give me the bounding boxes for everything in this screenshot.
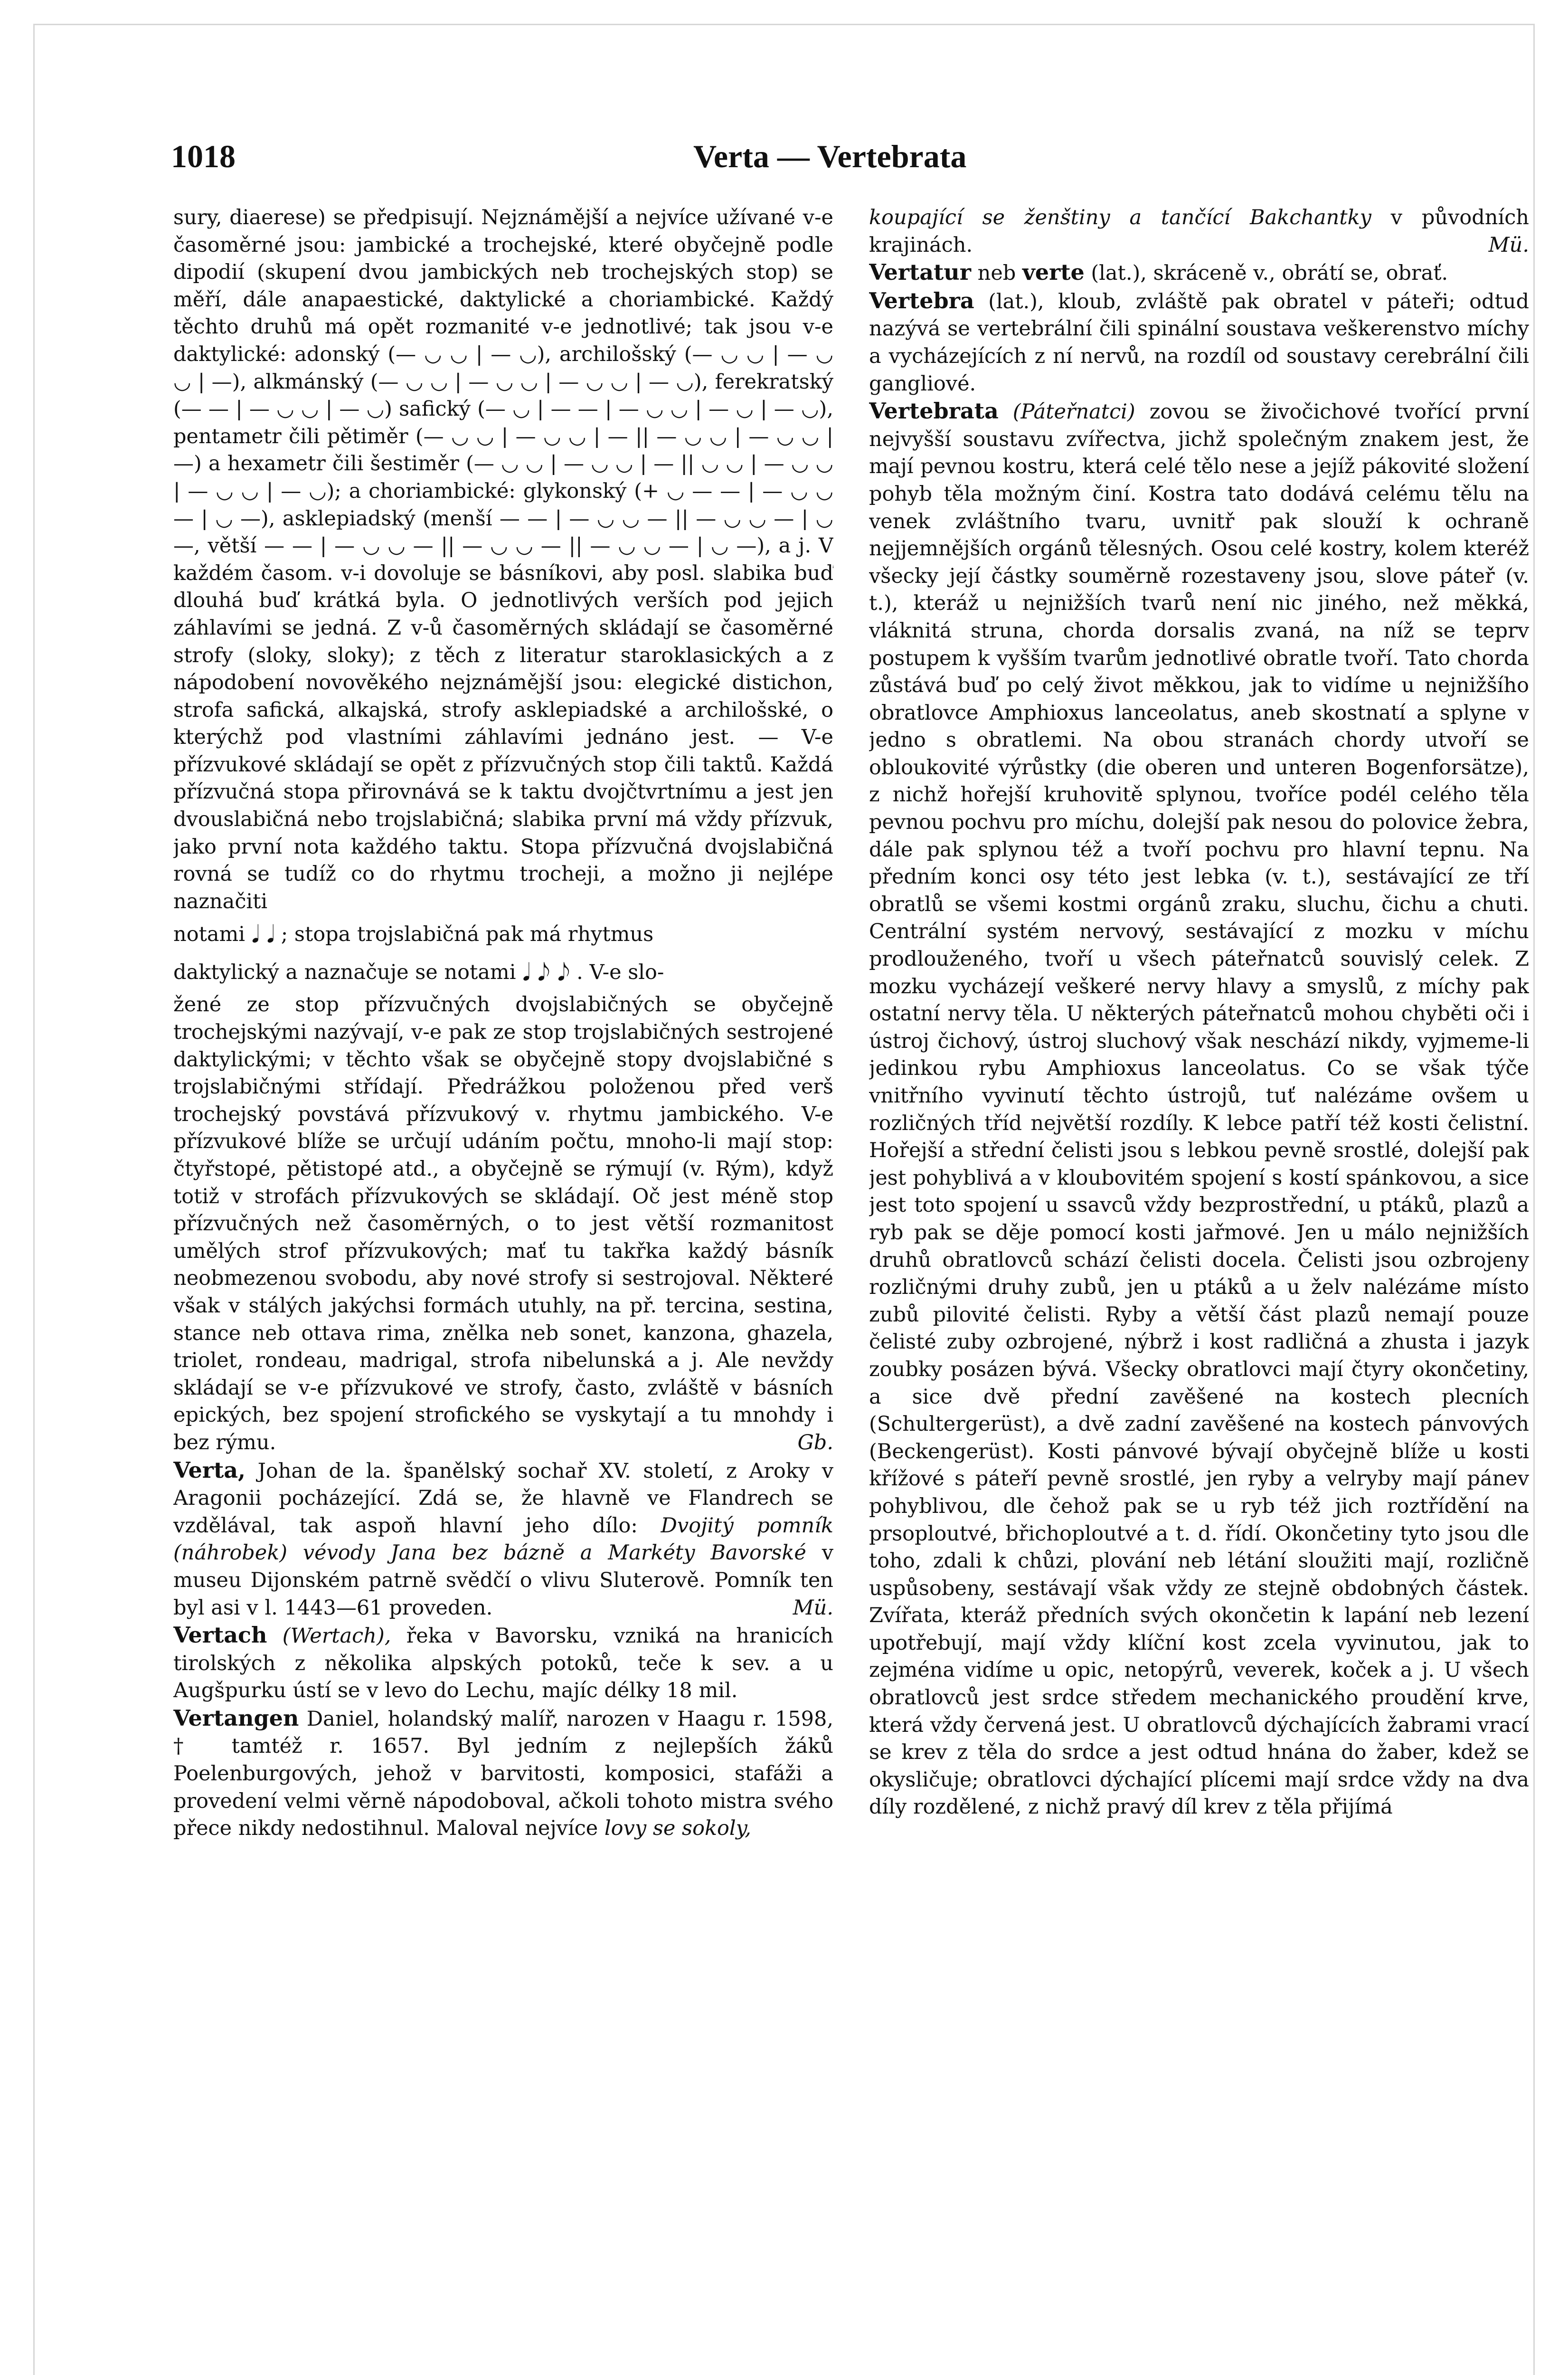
page-header	[171, 138, 1529, 180]
entry-italic-title: Dvojitý pomník (náhrobek) vévody Jana bez bázně a Markéty Bavorské	[173, 1513, 833, 1565]
music-notes-icon: 𝅘𝅥 𝅘𝅥𝅮 𝅘𝅥𝅮	[522, 958, 570, 986]
entry-lemma: Vertebrata	[869, 398, 999, 424]
entry-text: neb	[977, 261, 1016, 285]
author-initials: Gb.	[797, 1430, 833, 1454]
notes-text-after: ; stopa trojslabičná pak má rhytmus	[281, 922, 654, 946]
entry-lemma: Vertach	[173, 1622, 267, 1648]
entry-lemma: Verta,	[173, 1457, 246, 1483]
notes-line-dactyl	[173, 953, 833, 991]
entry-italic: (Páteřnatci)	[1012, 400, 1135, 424]
verse-continuation-text: sury, diaerese) se předpisují. Nejznámější a nejvíce užívané v-e časoměrné jsou: jambické a trochejské, které obyčejně podle dipodií (skupení dvou jambických neb trochejských stop) se měří, dále anapaestické, daktylické a choriambické. Každý těchto druhů má opět rozmanité v-e jednotlivé; tak jsou v-e daktylické: adonský (— ◡ ◡ | — ◡), archilošský (— ◡ ◡ | — ◡ ◡ | —), alkmánský (— ◡ ◡ | — ◡ ◡ | — ◡ ◡ | — ◡), ferekratský (— — | — ◡ ◡ | — ◡) safický (— ◡ | — — | — ◡ ◡ | — ◡ | — ◡), pentametr čili pětiměr (— ◡ ◡ | — ◡ ◡ | — || — ◡ ◡ | — ◡ ◡ | —) a hexametr čili šestiměr (— ◡ ◡ | — ◡ ◡ | — || ◡ ◡ | — ◡ ◡ | — ◡ ◡ | — ◡); a choriambické: glykonský (+ ◡ — — | — ◡ ◡ — | ◡ —), asklepiadský (menší — — | — ◡ ◡ — || — ◡ ◡ — | ◡ —, větší — — | — ◡ ◡ — || — ◡ ◡ — || — ◡ ◡ — | ◡ —), a j. V každém časom. v-i dovoluje se básníkovi, aby posl. slabika buď dlouhá buď krátká byla. O jednotlivých verších pod jejich záhlavími se jedná. Z v-ů časoměrných skládají se časoměrné strofy (sloky, sloky); z těch z literatur staroklasických a z nápodobení novověkého nejznámější jsou: elegické distichon, strofa safická, alkajská, strofy asklepiadské a archilošské, o kterýchž pod vlastními záhlavími jednáno jest. — V-e přízvukové skládají se opět z přízvučných stop čili taktů. Každá přízvučná stopa přirovnává se k taktu dvojčtvrtnímu a jest jen dvouslabičná nebo trojslabičná; slabika první má vždy přízvuk, jako první nota každého taktu. Stopa přízvučná dvojslabičná rovná se tudíž co do rhytmu trocheji, a možno ji nejlépe naznačiti	[173, 206, 833, 913]
entry-text: v museu Dijonském patrně svědčí o vlivu Sluterově. Pomník ten byl asi v l. 1443—61 proveden.	[173, 1541, 833, 1620]
entry-vertatur	[869, 259, 1529, 287]
verse-rest-text: žené ze stop přízvučných dvojslabičných se obyčejně trochejskými nazývají, v-e pak ze stop trojslabičných sestrojené daktylickými; v těchto však se obyčejně stopy dvojslabičné s trojslabičnými střídají. Předrážkou položenou před verš trochejský povstává přízvukový v. rhytmu jambického. V-e přízvukové blíže se určují udáním počtu, mnoho-li mají stop: čtyřstopé, pětistopé atd., a obyčejně se rýmují (v. Rým), když totiž v strofách přízvukových se skládají. Oč jest méně stop přízvučných než časoměrných, o to jest větší rozmanitost umělých strof přízvukových; mať tu takřka každý básník neobmezenou svobodu, aby nové strofy si sestrojoval. Některé však v stálých jakýchsi formách utuhly, na př. tercina, sestina, stance neb ottava rima, znělka neb sonet, kanzona, ghazela, triolet, rondeau, madrigal, strofa nibelunská a j. Ale nevždy skládají se v-e přízvukové ve strofy, často, zvláště v básních epických, bez spojení strofického se vyskytají a tu mnohdy i bez rýmu.	[173, 993, 833, 1454]
entry-text: Johan de la. španělský sochař XV. století, z Aroky v Aragonii pocházející. Zdá se, že hlavně ve Flandrech se vzdělával, tak aspoň hlavní jeho dílo:	[173, 1459, 833, 1538]
entry-italic: (Wertach),	[282, 1624, 391, 1648]
author-initials: Mü.	[1488, 233, 1529, 257]
entry-italic: lovy se sokoly,	[604, 1816, 751, 1841]
entry-lemma: Vertebra	[869, 287, 974, 314]
left-column	[173, 204, 833, 2375]
entry-text: v původních krajinách.	[869, 206, 1529, 257]
entry-vertebrata	[869, 398, 1529, 1821]
entry-text: (lat.), kloub, zvláště pak obratel v páteři; odtud nazývá se vertebrální čili spinální soustava veškerenstvo míchy a vycházejících z ní nervů, na rozdíl od soustavy cerebrální čili gangliové.	[869, 289, 1529, 396]
entry-vertangen-continuation	[869, 204, 1529, 259]
entry-vertebra	[869, 287, 1529, 398]
entry-text: (lat.), skráceně v., obrátí se, obrať.	[1091, 261, 1448, 285]
entry-vertach	[173, 1622, 833, 1705]
entry-lemma: Vertatur	[869, 259, 971, 285]
music-notes-icon: 𝅘𝅥 𝅘𝅥	[252, 920, 274, 948]
notes-text-before: notami	[173, 922, 246, 946]
author-initials: Mü.	[793, 1596, 833, 1620]
entry-text: zovou se živočichové tvořící první nejvyšší soustavu zvířectva, jichž společným znakem jest, že mají pevnou kostru, která celé tělo nese a jejíž pákovité složení pohyb těla možným činí. Kostra tato dodává celému tělu na venek zvláštního tvaru, uvnitř pak slouží k ochraně nejjemnějších orgánů tělesných. Osou celé kostry, kolem kteréž všecky její částky souměrně rozestaveny jsou, slove páteř (v. t.), kteráž u nejnižších tvarů není nic jiného, než měkká, vláknitá struna, chorda dorsalis zvaná, na níž se teprv postupem k vyšším tvarům jednotlivé obratle tvoří. Tato chorda zůstává buď po celý život měkkou, jak to vidíme u nejnižšího obratlovce Amphioxus lanceolatus, aneb skostnatí a splyne v jedno s obratlemi. Na obou stranách chordy utvoří se obloukovité výrůstky (die oberen und unteren Bogenforsätze), z nichž hořejší kruhovitě splynou, tvoříce podél celého těla pevnou pochvu pro míchu, dolejší pak nesou do polovice žebra, dále pak splynou též a tvoří pochvu pro hlavní tepnu. Na předním konci osy této jest lebka (v. t.), sestávající ze tří obratlů se všemi kostmi orgánů zraku, sluchu, čichu a chuti. Centrální systém nervový, sestávající z mozku v míchu prodlouženého, tvoří u všech páteřnatců souvislý celek. Z mozku vycházejí veškeré nervy hlavy a smyslů, z míchy pak ostatní nervy těla. U některých páteřnatců mohou chyběti oči i ústroj čichový, ústroj sluchový však neschází nikdy, vyjmeme-li jedinkou rybu Amphioxus lanceolatus. Co se však týče vnitřního vyvinutí těchto ústrojů, tuť nalézáme ovšem u rozličných tříd největší rozdíly. K lebce patří též kosti čelistní. Hořejší a střední čelisti jsou s lebkou pevně srostlé, dolejší pak jest pohyblivá a v kloubovitém spojení s kostí spánkovou, a sice jest toto spojení u ssavců vždy bezprostřední, u ptáků, plazů a ryb pak se děje pomocí kosti jařmové. Jen u málo nejnižších druhů obratlovců schází čelisti docela. Čelisti jsou ozbrojeny rozličnými druhy zubů, jen u ptáků a u želv nalézáme místo zubů pilovité čelisti. Ryby a větší část plazů nemají pouze čelisté zuby ozbrojené, nýbrž i kost radličná a zhusta i jazyk zoubky posázen bývá. Všecky obratlovci mají čtyry okončetiny, a sice dvě přední zavěšené na kostech plecních (Schultergerüst), a dvě zadní zavěšené na kostech pánvových (Beckengerüst). Kosti pánvové bývají obyčejně blíže u kosti křížové s páteří pevně srostlé, jen ryby a velryby mají pánev pohyblivou, dle čehož pak se u ryb též jich roztřídění na prsoploutvé, břichoploutvé a t. d. řídí. Okončetiny tyto jsou dle toho, zdali k chůzi, plování neb létání sloužiti mají, rozličně uspůsobeny, sestávají však vždy ze stejně obdobných částek. Zvířata, kteráž předních svých okončetin k lapání neb lezení upotřebují, mají vždy klíční kost zcela vyvinutou, jak to zejména vidíme u opic, netopýrů, veverek, koček a j. U všech obratlovců jest srdce středem mechanického proudění krve, která vždy červená jest. U obratlovců dýchajících žabrami vrací se krev z těla do srdce a jest odtud hnána do žaber, kdež se okysličuje; obratlovci dýchající plícemi mají srdce vždy na dva díly rozdělené, z nichž pravý díl krev z těla přijímá	[869, 400, 1529, 1819]
right-column	[869, 204, 1529, 2375]
notes-text-after: . V-e slo-	[576, 960, 664, 984]
entry-lemma: Vertangen	[173, 1705, 299, 1731]
notes-line-trochee	[173, 915, 833, 953]
entry-text: řeka v Bavorsku, vzniká na hranicích tirolských z několika alpských potoků, teče k sev. a u Augšpurku ústí se v levo do Lechu, majíc délky 18 mil.	[173, 1624, 833, 1703]
entry-lemma-variant: verte	[1022, 259, 1085, 285]
entry-verta	[173, 1457, 833, 1622]
entry-text: Daniel, holandský malíř, narozen v Haagu r. 1598, † tamtéž r. 1657. Byl jedním z nejlepších žáků Poelenburgových, jehož v barvitosti, komposici, stafáži a provedení velmi věrně nápodoboval, ačkoli tohoto mistra svého přece nikdy nedostihnul. Maloval nejvíce	[173, 1707, 833, 1841]
verse-entry-continuation	[173, 204, 833, 915]
entry-vertangen	[173, 1705, 833, 1843]
verse-entry-rest	[173, 991, 833, 1456]
notes-text-before: daktylický a naznačuje se notami	[173, 960, 516, 984]
page-number: 1018	[171, 138, 236, 174]
running-head: Verta — Vertebrata	[693, 138, 967, 174]
entry-italic: koupající se ženštiny a tančící Bakchantky	[869, 206, 1371, 229]
